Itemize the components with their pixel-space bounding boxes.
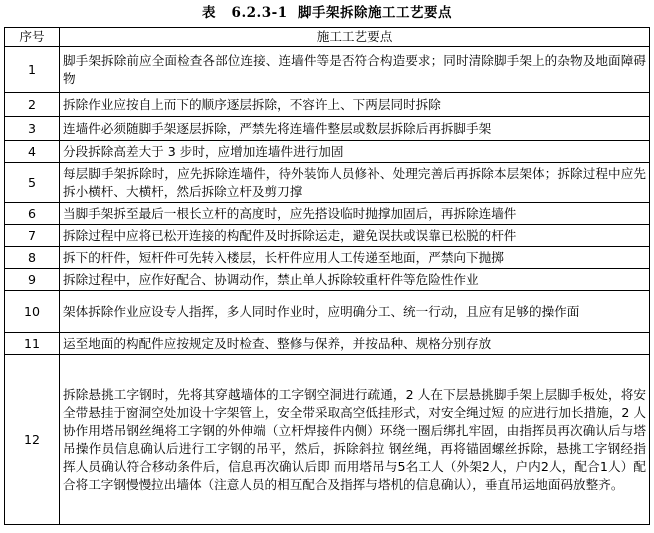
row-text: 分段拆除高差大于 3 步时，应增加连墙件进行加固	[60, 141, 650, 163]
table-caption: 表 6.2.3-1 脚手架拆除施工工艺要点	[201, 5, 453, 21]
row-text: 拆除悬挑工字钢时，先将其穿越墙体的工字钢空洞进行疏通，2 人在下层悬挑脚手架上层脚手板处，将安全带悬挂于窗洞空处加设十字架管上，安全带采取高空低挂形式，对安全绳过短 的应进行加长措施，2 人协作用塔吊钢丝绳将工字钢的外伸端（立杆焊接件内侧）环绕一圈后绑扎牢固，由指挥员再次确认后与塔吊操作员信息确认后进行工字钢的吊平，然后，拆除斜拉 钢丝绳，再将锚固螺丝拆除，悬挑工字钢经指挥人员确认符合移动条件后，信息再次确认后即 而用塔吊与5名工人（外架2人，户内2人，配合1人）配合将工字钢慢慢拉出墙体（注意人员的相互配合及指挥与塔机的信息确认），垂直吊运地面码放整齐。	[60, 355, 650, 525]
row-number: 6	[5, 203, 60, 225]
row-number: 5	[5, 163, 60, 203]
process-table	[4, 27, 650, 525]
table-row	[5, 291, 650, 333]
table-row	[5, 203, 650, 225]
row-number: 3	[5, 117, 60, 141]
row-number: 1	[5, 47, 60, 93]
row-text: 拆下的杆件，短杆件可先转入楼层，长杆件应用人工传递至地面，严禁向下抛掷	[60, 247, 650, 269]
table-row	[5, 93, 650, 117]
row-text: 架体拆除作业应设专人指挥，多人同时作业时，应明确分工、统一行动，且应有足够的操作面	[60, 291, 650, 333]
row-number: 2	[5, 93, 60, 117]
row-number: 11	[5, 333, 60, 355]
row-number: 7	[5, 225, 60, 247]
row-text: 运至地面的构配件应按规定及时检查、整修与保养，并按品种、规格分别存放	[60, 333, 650, 355]
row-number: 8	[5, 247, 60, 269]
row-text: 脚手架拆除前应全面检查各部位连接、连墙件等是否符合构造要求；同时清除脚手架上的杂物及地面障碍物	[60, 47, 650, 93]
row-number: 12	[5, 355, 60, 525]
table-row	[5, 333, 650, 355]
row-number: 9	[5, 269, 60, 291]
row-text: 每层脚手架拆除时，应先拆除连墙件，待外装饰人员修补、处理完善后再拆除本层架体；拆除过程中应先拆小横杆、大横杆，然后拆除立杆及剪刀撑	[60, 163, 650, 203]
table-row	[5, 225, 650, 247]
header-no: 序号	[5, 28, 60, 47]
row-text: 当脚手架拆至最后一根长立杆的高度时，应先搭设临时抛撑加固后，再拆除连墙件	[60, 203, 650, 225]
table-row	[5, 141, 650, 163]
table-row	[5, 47, 650, 93]
table-header-row	[5, 28, 650, 47]
table-row	[5, 269, 650, 291]
table-row	[5, 247, 650, 269]
row-text: 拆除过程中应将已松开连接的构配件及时拆除运走，避免误扶或误靠已松脱的杆件	[60, 225, 650, 247]
row-text: 连墙件必须随脚手架逐层拆除，严禁先将连墙件整层或数层拆除后再拆脚手架	[60, 117, 650, 141]
table-row	[5, 117, 650, 141]
row-text: 拆除过程中，应作好配合、协调动作，禁止单人拆除较重杆件等危险性作业	[60, 269, 650, 291]
row-number: 4	[5, 141, 60, 163]
row-text: 拆除作业应按自上而下的顺序逐层拆除，不容许上、下两层同时拆除	[60, 93, 650, 117]
header-points: 施工工艺要点	[60, 28, 650, 47]
table-row	[5, 355, 650, 525]
table-row	[5, 163, 650, 203]
row-number: 10	[5, 291, 60, 333]
